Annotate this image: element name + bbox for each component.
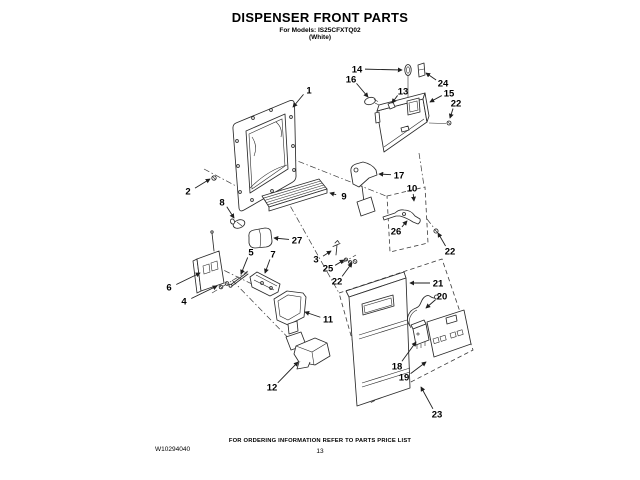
callout-22-leader <box>438 233 446 246</box>
callout-12-number: 12 <box>266 382 278 394</box>
callout-25-number: 25 <box>322 263 334 275</box>
callout-17-leader <box>379 174 391 175</box>
callout-18-number: 18 <box>391 361 403 373</box>
callout-7 <box>265 250 276 274</box>
callout-8-number: 8 <box>219 197 225 209</box>
color-variant-line: (White) <box>308 34 332 42</box>
callout-17-number: 17 <box>393 170 405 182</box>
callout-21-number: 21 <box>432 278 444 290</box>
part-5-rod <box>229 273 248 288</box>
callout-10 <box>407 184 418 202</box>
callout-13-number: 13 <box>397 86 409 98</box>
document-number: W10294040 <box>155 446 191 453</box>
callout-7-number: 7 <box>270 249 276 261</box>
callout-24-leader <box>426 73 436 80</box>
callout-22 <box>450 99 461 119</box>
dashed-box-part-26 <box>387 187 428 252</box>
callout-22-number: 22 <box>331 276 343 288</box>
callout-27-leader <box>274 238 289 239</box>
callout-20-leader <box>426 300 436 308</box>
callout-5 <box>241 248 254 275</box>
callout-10-number: 10 <box>406 183 418 195</box>
callout-9 <box>330 192 347 203</box>
callout-12 <box>267 362 298 394</box>
callout-27-number: 27 <box>291 235 303 247</box>
callout-23 <box>421 387 442 421</box>
callout-11-number: 11 <box>322 314 334 326</box>
callout-15-leader <box>430 96 442 102</box>
callout-20 <box>426 292 447 309</box>
callout-7-leader <box>265 260 270 273</box>
callout-23-number: 23 <box>431 409 443 421</box>
callout-22-leader <box>342 263 352 276</box>
part-15-dispenser-housing <box>375 93 446 152</box>
callout-2-number: 2 <box>185 186 191 198</box>
ordering-note: FOR ORDERING INFORMATION REFER TO PARTS PRICE LIST <box>228 438 412 444</box>
callout-2 <box>185 179 210 198</box>
callout-15-number: 15 <box>443 88 455 100</box>
callout-2-leader <box>195 179 210 188</box>
callout-23-leader <box>421 387 433 409</box>
screw-22-middle <box>353 260 357 264</box>
part-3-pin <box>333 241 340 256</box>
callout-3-number: 3 <box>313 254 319 266</box>
part-19-membrane-panel <box>427 310 471 357</box>
callout-11 <box>305 312 334 326</box>
part-25-screws <box>345 258 352 264</box>
callout-20-number: 20 <box>436 291 448 303</box>
callout-16 <box>346 75 368 98</box>
callout-22 <box>438 233 455 258</box>
models-line: For Models: IS25CFXTQ02 <box>279 26 361 34</box>
part-16-bulb <box>364 96 379 106</box>
part-26-actuator-lever <box>383 210 420 224</box>
callout-19-leader <box>411 362 426 374</box>
part-21-front-panel <box>346 272 410 406</box>
callout-9-leader <box>330 193 336 195</box>
callout-26-leader <box>402 221 407 227</box>
part-24-spacer <box>418 63 425 77</box>
callout-6-number: 6 <box>166 282 172 294</box>
callout-1-leader <box>293 94 304 107</box>
callout-1-number: 1 <box>306 85 312 97</box>
callout-26 <box>391 221 407 238</box>
callout-14 <box>352 65 402 76</box>
part-17-actuator-lever <box>351 162 377 216</box>
part-8-bulb <box>230 218 246 230</box>
callout-3-leader <box>323 251 331 256</box>
callout-22-leader <box>450 109 453 118</box>
callout-5-number: 5 <box>248 247 254 259</box>
callout-14-number: 14 <box>351 64 363 76</box>
callout-12-leader <box>278 362 298 383</box>
callout-4-number: 4 <box>181 296 187 308</box>
part-11-dispenser-paddle <box>274 291 306 350</box>
screw-22-top-right <box>447 121 451 125</box>
part-7-bracket <box>250 272 280 296</box>
callout-19-number: 19 <box>398 372 410 384</box>
screw-22-right <box>434 229 438 233</box>
callout-14-leader <box>365 69 402 70</box>
callout-22-number: 22 <box>444 246 456 258</box>
callout-16-number: 16 <box>345 74 357 86</box>
part-2-screw <box>212 176 216 180</box>
page-number: 13 <box>316 448 324 455</box>
callout-11-leader <box>305 312 320 317</box>
callout-24-number: 24 <box>437 78 449 90</box>
page-title: DISPENSER FRONT PARTS <box>231 10 409 25</box>
callout-16-leader <box>356 83 368 97</box>
callout-8 <box>219 198 234 219</box>
callout-8-leader <box>227 207 234 218</box>
callout-9-number: 9 <box>341 191 347 203</box>
callout-22 <box>332 263 352 288</box>
callout-26-number: 26 <box>390 226 402 238</box>
callout-1 <box>293 86 312 108</box>
part-6-control-board <box>193 231 224 293</box>
callout-10-leader <box>413 194 414 201</box>
callout-25 <box>323 260 344 275</box>
callout-22-number: 22 <box>450 98 462 110</box>
callout-21 <box>410 279 444 290</box>
part-27-cylinder <box>249 228 272 248</box>
callout-17 <box>379 171 404 182</box>
callout-27 <box>274 236 302 247</box>
callout-24 <box>426 73 449 90</box>
